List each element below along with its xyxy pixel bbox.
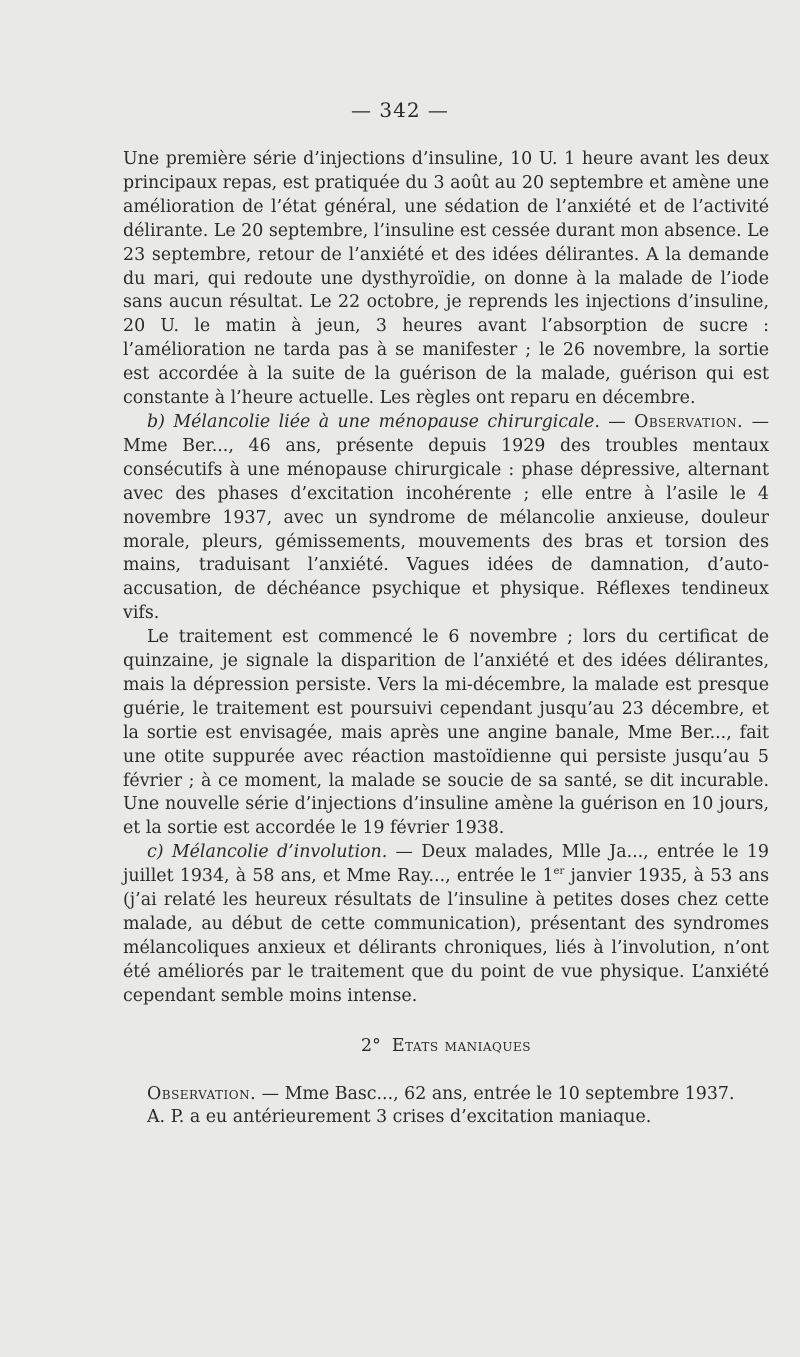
section-heading bbox=[123, 1035, 769, 1059]
section-b-text: — Mme Ber..., 46 ans, présente depuis 1929 des troubles mentaux consécutifs à une ménopause chirurgicale : phase dépressive, alternant avec des phases d’excitation incohérente ; elle entre à l’asile le 4 novembre 1937, avec un syndrome de mélancolie anxieuse, douleur morale, pleurs, gémissements, mouvements des bras et torsion des mains, traduisant l’anxiété. Vagues idées de damnation, d’auto-accusation, de déchéance psychique et physique. Réflexes tendineux vifs. bbox=[123, 411, 769, 624]
heading-number: 2° bbox=[361, 1035, 381, 1056]
heading-title: Etats maniaques bbox=[391, 1035, 531, 1056]
section-b-observation-label: Observation. bbox=[634, 411, 744, 432]
section-c-text-b: janvier 1935, à 53 ans (j’ai relaté les heureux résultats de l’insuline à petites doses chez cette malade, au début de cette communication), présentant des syndromes mélancoliques anxieux et délirants chroniques, liés à l’involution, n’ont été améliorés par le traitement que du point de vue physique. L’anxiété cependant semble moins intense. bbox=[123, 866, 769, 1006]
body-text bbox=[123, 148, 769, 1130]
paragraph-insulin-series: Une première série d’injections d’insuline, 10 U. 1 heure avant les deux principaux repas, est pratiquée du 3 août au 20 septembre et amène une amélioration de l’état général, une sédation de l’anxiété et de l’activité délirante. Le 20 septembre, l’insuline est cessée durant mon absence. Le 23 septembre, retour de l’anxiété et des idées délirantes. A la demande du mari, qui redoute une dysthyroïdie, on donne à la malade de l’iode sans aucun résultat. Le 22 octobre, je reprends les injections d’insuline, 20 U. le matin à jeun, 3 heures avant l’absorption de sucre : l’amélioration ne tarda pas à se manifester ; le 26 novembre, la sortie est accordée à la suite de la guérison de la malade, guérison qui est constante à l’heure actuelle. Les règles ont reparu en décembre. bbox=[123, 149, 769, 409]
observation-text: — Mme Basc..., 62 ans, entrée le 10 septembre 1937. bbox=[256, 1083, 735, 1104]
section-b-title: b) Mélancolie liée à une ménopause chirurgicale. bbox=[147, 411, 600, 432]
section-b-dash: — bbox=[599, 411, 635, 432]
section-c-text-a: — Deux malades, Mlle Ja..., entrée le 19 juillet 1934, à 58 ans, et Mme Ray..., entrée le 1 bbox=[123, 842, 769, 887]
paragraph-history: A. P. a eu antérieurement 3 crises d’excitation maniaque. bbox=[147, 1107, 652, 1128]
section-c-title: c) Mélancolie d’involution. bbox=[147, 842, 388, 863]
section-c-sup: er bbox=[553, 866, 565, 878]
paragraph-treatment: Le traitement est commencé le 6 novembre ; lors du certificat de quinzaine, je signale la disparition de l’anxiété et des idées délirantes, mais la dépression persiste. Vers la mi-décembre, la malade est presque guérie, le traitement est poursuivi cependant jusqu’au 23 décembre, et la sortie est envisagée, mais après une angine banale, Mme Ber..., fait une otite suppurée avec réaction mastoïdienne qui persiste jusqu’au 5 février ; à ce moment, la malade se soucie de sa santé, se dit incurable. Une nouvelle série d’injections d’insuline amène la guérison en 10 jours, et la sortie est accordée le 19 février 1938. bbox=[123, 627, 769, 839]
page-number: — 342 — bbox=[351, 98, 449, 122]
observation-label: Observation. bbox=[147, 1083, 257, 1104]
paragraph-section-c bbox=[123, 841, 769, 1008]
paragraph-section-b bbox=[123, 411, 769, 626]
paragraph-observation bbox=[123, 1083, 769, 1107]
